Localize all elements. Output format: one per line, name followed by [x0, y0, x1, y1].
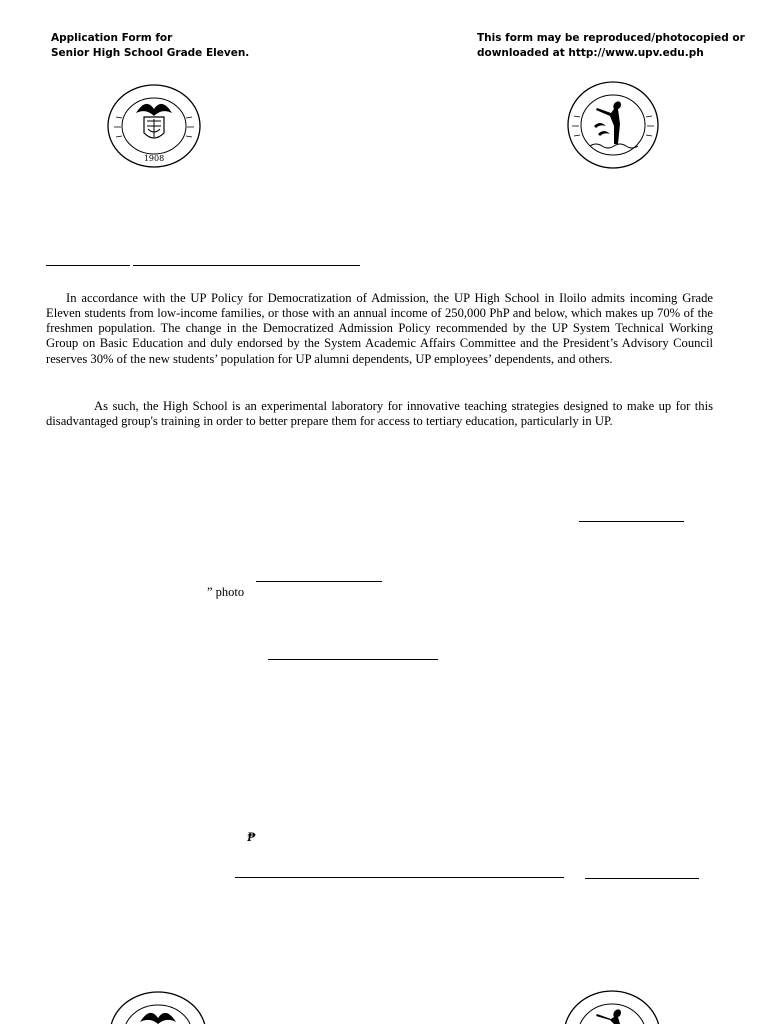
upv-seal-icon [566, 80, 660, 170]
upv-seal-icon [562, 990, 662, 1024]
addressee-line [133, 265, 360, 266]
field-line-3[interactable] [268, 659, 438, 660]
up-seal-bottom [108, 990, 208, 1024]
photo-label: ” photo [207, 585, 245, 599]
reproduction-notice-line2: downloaded at http://www.upv.edu.ph [477, 47, 704, 59]
purpose-paragraph: As such, the High School is an experimental laboratory for innovative teaching strategies designed to make up for this disadvantaged group's training in order to better prepare them for access to tertiary education, particularly in UP. [46, 398, 713, 428]
form-title-line1: Application Form for [51, 32, 173, 44]
field-line-1[interactable] [579, 521, 684, 522]
reproduction-notice [477, 31, 745, 61]
field-line-2[interactable] [256, 581, 382, 582]
svg-text:1908: 1908 [143, 154, 165, 163]
form-title-line2: Senior High School Grade Eleven. [51, 47, 250, 59]
up-seal-top [106, 83, 202, 169]
upv-seal-top [566, 80, 660, 170]
signature-line[interactable] [235, 877, 564, 878]
date-line [46, 265, 130, 266]
reproduction-notice-line1: This form may be reproduced/photocopied or [477, 32, 745, 44]
date-signed-line[interactable] [585, 878, 699, 879]
policy-paragraph: In accordance with the UP Policy for Democratization of Admission, the UP High School in Iloilo admits incoming Grade Eleven students from low-income families, or those with an annual income of 250,000 PhP and below, which makes up 70% of the freshmen population. The change in the Democratized Admission Policy recommended by the UP System Technical Working Group on Basic Education and duly endorsed by the System Academic Affairs Committee and the President’s Advisory Council reserves 30% of the new students’ population for UP alumni dependents, UP employees’ dependents, and others. [46, 290, 713, 366]
peso-sign: ₱ [247, 829, 255, 844]
up-seal-icon [106, 83, 202, 169]
upv-seal-bottom [562, 990, 662, 1024]
form-title [51, 31, 249, 61]
up-seal-icon [108, 990, 208, 1024]
